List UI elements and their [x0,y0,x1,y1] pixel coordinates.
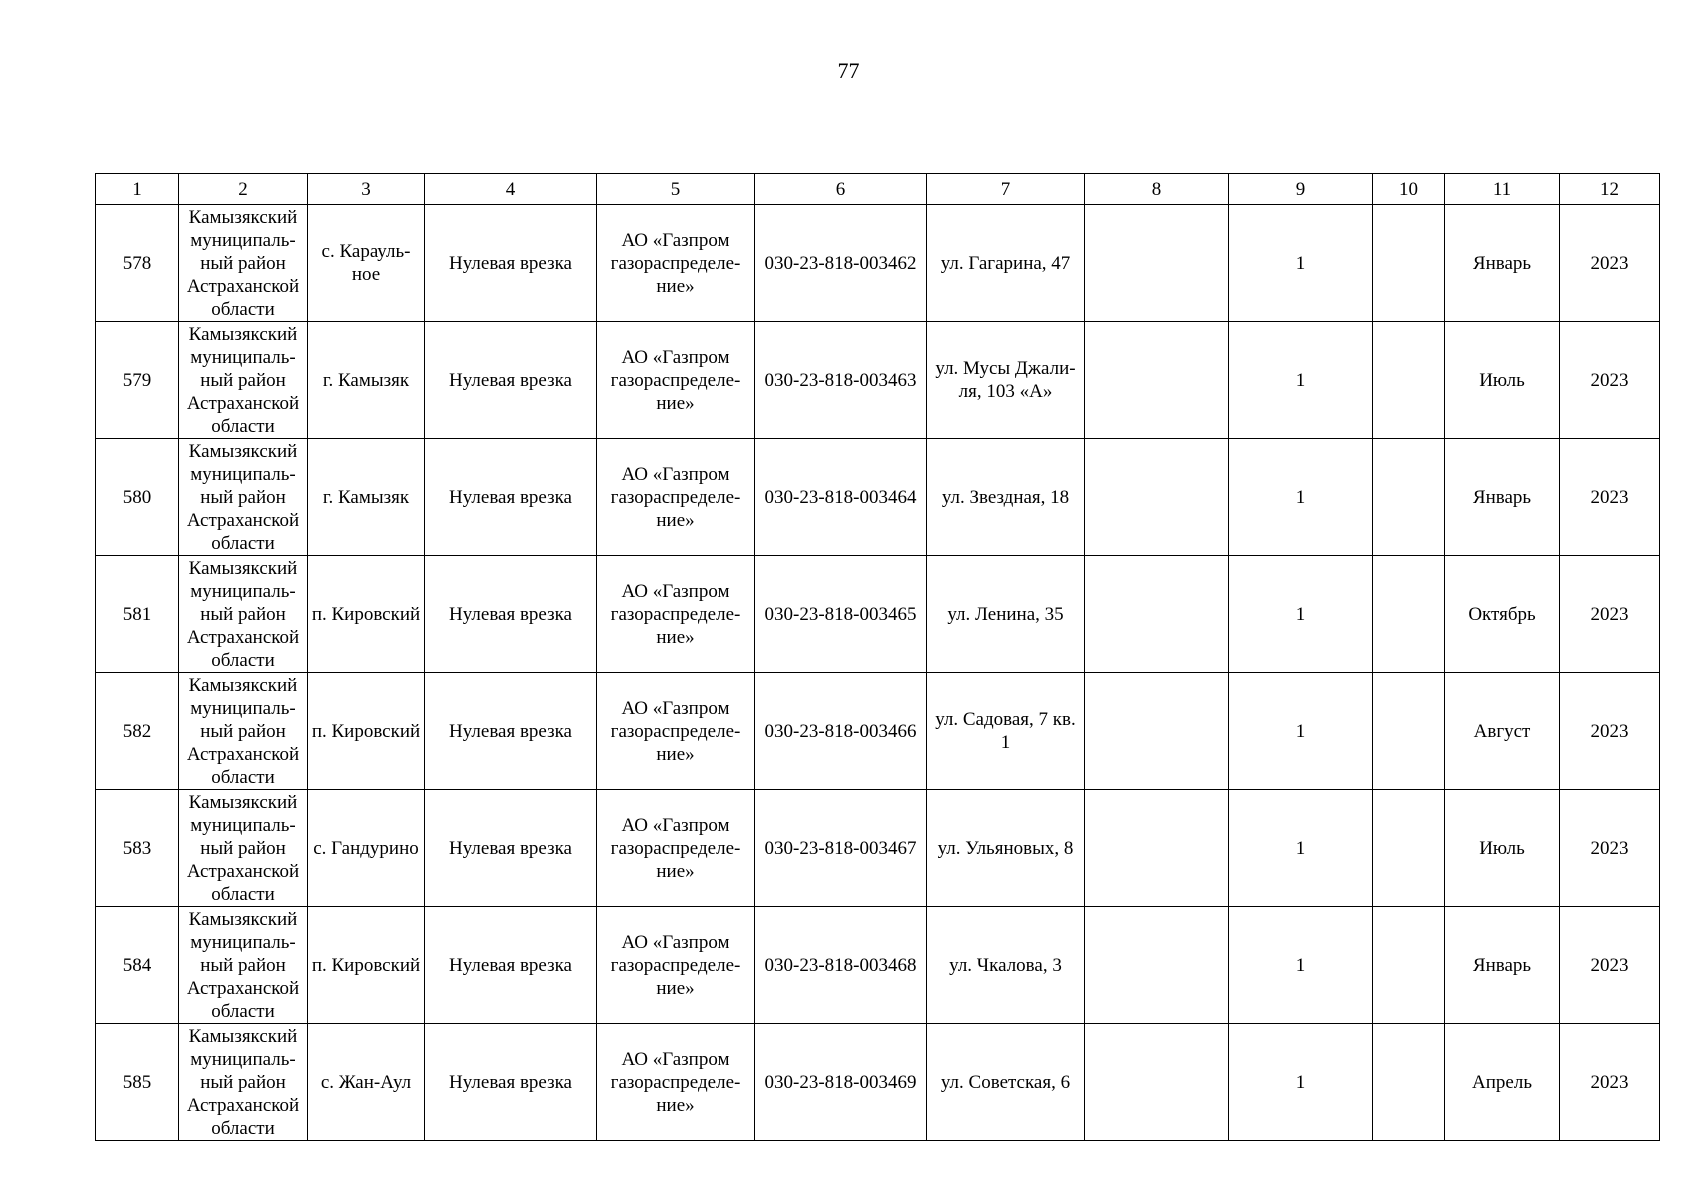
year-cell: 2023 [1560,673,1660,790]
year-cell: 2023 [1560,1024,1660,1141]
year-cell: 2023 [1560,790,1660,907]
page-number: 77 [837,58,860,83]
year-cell: 2023 [1560,907,1660,1024]
code-cell: 030-23-818-003466 [755,673,927,790]
col10-cell [1373,790,1445,907]
table-row [96,790,1660,907]
code-cell: 030-23-818-003467 [755,790,927,907]
col8-cell [1085,556,1229,673]
col10-cell [1373,322,1445,439]
row-number-cell: 582 [96,673,179,790]
column-header: 8 [1085,174,1229,205]
column-header: 4 [425,174,597,205]
col10-cell [1373,673,1445,790]
row-number-cell: 580 [96,439,179,556]
month-cell: Январь [1445,907,1560,1024]
work-type-cell: Нулевая врезка [425,322,597,439]
column-header: 1 [96,174,179,205]
work-type-cell: Нулевая врезка [425,907,597,1024]
address-cell: ул. Садовая, 7 кв. 1 [927,673,1085,790]
work-type-cell: Нулевая врезка [425,556,597,673]
col9-cell: 1 [1229,673,1373,790]
column-header: 9 [1229,174,1373,205]
work-type-cell: Нулевая врезка [425,790,597,907]
settlement-cell: п. Кировский [308,907,425,1024]
address-cell: ул. Гагарина, 47 [927,205,1085,322]
settlement-cell: с. Гандурино [308,790,425,907]
work-type-cell: Нулевая врезка [425,673,597,790]
organization-cell: АО «Газпром газораспределе- ние» [597,322,755,439]
col9-cell: 1 [1229,1024,1373,1141]
address-cell: ул. Мусы Джали- ля, 103 «А» [927,322,1085,439]
organization-cell: АО «Газпром газораспределе- ние» [597,673,755,790]
col9-cell: 1 [1229,205,1373,322]
row-number-cell: 578 [96,205,179,322]
col8-cell [1085,322,1229,439]
row-number-cell: 581 [96,556,179,673]
month-cell: Январь [1445,205,1560,322]
work-type-cell: Нулевая врезка [425,205,597,322]
organization-cell: АО «Газпром газораспределе- ние» [597,556,755,673]
month-cell: Июль [1445,790,1560,907]
column-header: 11 [1445,174,1560,205]
table-row [96,556,1660,673]
year-cell: 2023 [1560,322,1660,439]
col8-cell [1085,1024,1229,1141]
settlement-cell: с. Жан-Аул [308,1024,425,1141]
address-cell: ул. Чкалова, 3 [927,907,1085,1024]
address-cell: ул. Ленина, 35 [927,556,1085,673]
municipality-cell: Камызякский муниципаль- ный район Астраханской области [179,439,308,556]
column-header: 2 [179,174,308,205]
table-row [96,322,1660,439]
table-row [96,1024,1660,1141]
col8-cell [1085,907,1229,1024]
col8-cell [1085,205,1229,322]
code-cell: 030-23-818-003464 [755,439,927,556]
col8-cell [1085,673,1229,790]
col10-cell [1373,205,1445,322]
column-header: 3 [308,174,425,205]
col9-cell: 1 [1229,322,1373,439]
col10-cell [1373,1024,1445,1141]
column-header: 12 [1560,174,1660,205]
month-cell: Август [1445,673,1560,790]
row-number-cell: 585 [96,1024,179,1141]
col9-cell: 1 [1229,439,1373,556]
row-number-cell: 584 [96,907,179,1024]
year-cell: 2023 [1560,556,1660,673]
table-row [96,205,1660,322]
settlement-cell: п. Кировский [308,556,425,673]
municipality-cell: Камызякский муниципаль- ный район Астраханской области [179,205,308,322]
code-cell: 030-23-818-003468 [755,907,927,1024]
row-number-cell: 583 [96,790,179,907]
settlement-cell: г. Камызяк [308,439,425,556]
col10-cell [1373,439,1445,556]
table-header-row [96,174,1660,205]
month-cell: Июль [1445,322,1560,439]
year-cell: 2023 [1560,205,1660,322]
year-cell: 2023 [1560,439,1660,556]
column-header: 5 [597,174,755,205]
month-cell: Октябрь [1445,556,1560,673]
organization-cell: АО «Газпром газораспределе- ние» [597,439,755,556]
column-header: 10 [1373,174,1445,205]
code-cell: 030-23-818-003462 [755,205,927,322]
organization-cell: АО «Газпром газораспределе- ние» [597,205,755,322]
municipality-cell: Камызякский муниципаль- ный район Астраханской области [179,1024,308,1141]
code-cell: 030-23-818-003463 [755,322,927,439]
table-row [96,907,1660,1024]
organization-cell: АО «Газпром газораспределе- ние» [597,907,755,1024]
address-cell: ул. Ульяновых, 8 [927,790,1085,907]
row-number-cell: 579 [96,322,179,439]
settlement-cell: г. Камызяк [308,322,425,439]
municipality-cell: Камызякский муниципаль- ный район Астраханской области [179,907,308,1024]
address-cell: ул. Советская, 6 [927,1024,1085,1141]
municipality-cell: Камызякский муниципаль- ный район Астраханской области [179,673,308,790]
col9-cell: 1 [1229,556,1373,673]
municipality-cell: Камызякский муниципаль- ный район Астраханской области [179,790,308,907]
address-cell: ул. Звездная, 18 [927,439,1085,556]
work-type-cell: Нулевая врезка [425,1024,597,1141]
work-type-cell: Нулевая врезка [425,439,597,556]
col9-cell: 1 [1229,907,1373,1024]
settlement-cell: п. Кировский [308,673,425,790]
col8-cell [1085,439,1229,556]
organization-cell: АО «Газпром газораспределе- ние» [597,1024,755,1141]
code-cell: 030-23-818-003469 [755,1024,927,1141]
column-header: 7 [927,174,1085,205]
col9-cell: 1 [1229,790,1373,907]
settlement-cell: с. Карауль- ное [308,205,425,322]
col10-cell [1373,556,1445,673]
municipality-cell: Камызякский муниципаль- ный район Астраханской области [179,322,308,439]
column-header: 6 [755,174,927,205]
col8-cell [1085,790,1229,907]
month-cell: Апрель [1445,1024,1560,1141]
col10-cell [1373,907,1445,1024]
code-cell: 030-23-818-003465 [755,556,927,673]
table-row [96,673,1660,790]
month-cell: Январь [1445,439,1560,556]
table-row [96,439,1660,556]
municipality-cell: Камызякский муниципаль- ный район Астраханской области [179,556,308,673]
organization-cell: АО «Газпром газораспределе- ние» [597,790,755,907]
data-table [95,173,1660,1141]
